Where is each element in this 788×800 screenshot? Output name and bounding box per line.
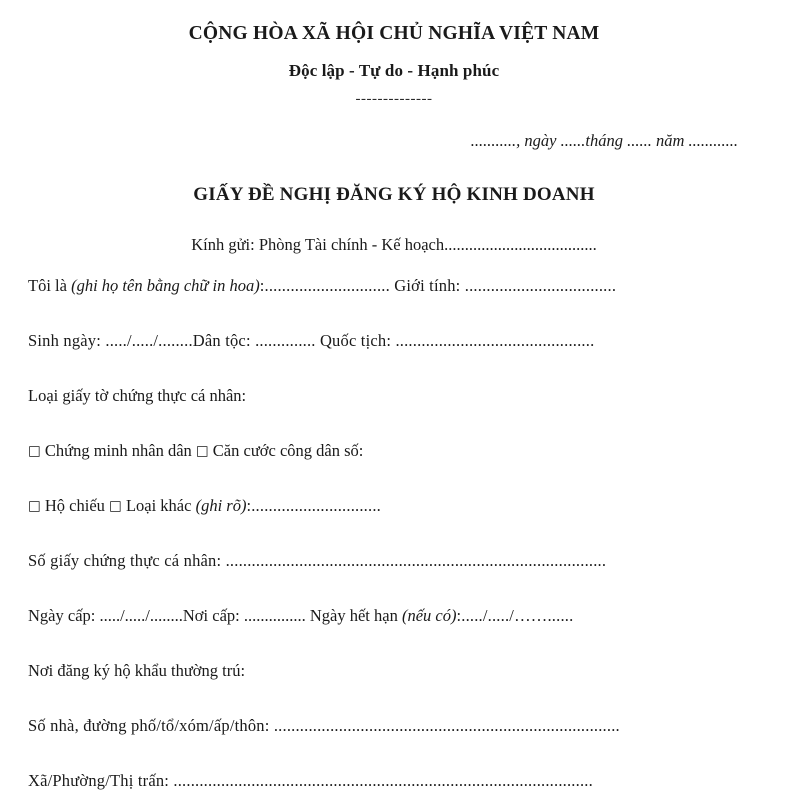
field-issue-date: [28, 607, 778, 626]
checkbox-cccd-icon[interactable]: □: [195, 443, 209, 460]
field-issue-date-hint: (nếu có): [401, 606, 457, 626]
field-ward: Xã/Phường/Thị trấn: .................................................................................................: [28, 771, 593, 791]
header-separator: --------------: [355, 91, 433, 108]
field-issue-date-leader: :...../...../……......: [456, 606, 574, 626]
field-full-name-label: Tôi là: [28, 276, 72, 296]
recipient-row: [0, 235, 788, 255]
checkbox-other-leader: :..............................: [246, 496, 381, 516]
page-title: GIẤY ĐỀ NGHỊ ĐĂNG KÝ HỘ KINH DOANH: [193, 184, 595, 206]
checkbox-other-hint: (ghi rõ): [195, 496, 247, 516]
checkbox-cmnd-icon[interactable]: □: [28, 443, 41, 460]
document-header: [0, 0, 788, 108]
field-birth-ethnicity-nationality: Sinh ngày: ...../...../........Dân tộc: .............. Quốc tịch: ..............................................: [28, 331, 595, 351]
checkbox-cmnd-label: Chứng minh nhân dân: [40, 441, 196, 461]
checkbox-other-label: Loại khác: [121, 496, 196, 516]
checkbox-cccd-label: Căn cước công dân số:: [208, 441, 364, 461]
field-issue-date-label: Ngày cấp: ...../...../........Nơi cấp: ............... Ngày hết hạn: [28, 606, 402, 626]
field-full-name-hint: (ghi họ tên bằng chữ in hoa): [71, 276, 260, 296]
recipient-line: Kính gửi: Phòng Tài chính - Kế hoạch.....................................: [191, 235, 597, 255]
checkbox-other-icon[interactable]: □: [109, 498, 122, 515]
checkbox-passport-icon[interactable]: □: [28, 498, 41, 515]
form-body: [0, 277, 788, 791]
checkbox-passport-label: Hộ chiếu: [40, 496, 110, 516]
field-id-number: Số giấy chứng thực cá nhân: ........................................................................................: [28, 551, 607, 571]
field-full-name-leader: :............................. Giới tính: ...................................: [259, 276, 617, 296]
date-placeholder: ..........., ngày ......tháng ...... năm ............: [470, 131, 738, 151]
field-street-address: Số nhà, đường phố/tổ/xóm/ấp/thôn: ................................................................................: [28, 716, 620, 736]
national-title: CỘNG HÒA XÃ HỘI CHỦ NGHĨA VIỆT NAM: [188, 23, 600, 44]
field-id-checkbox-row-2: [28, 497, 778, 516]
field-id-type-label: Loại giấy tờ chứng thực cá nhân:: [28, 386, 247, 406]
field-full-name: [28, 277, 778, 296]
dateline-row: [0, 131, 788, 151]
field-permanent-residence-label: Nơi đăng ký hộ khẩu thường trú:: [28, 661, 246, 681]
field-id-checkbox-row-1: [28, 442, 778, 461]
national-motto: Độc lập - Tự do - Hạnh phúc: [288, 61, 500, 81]
